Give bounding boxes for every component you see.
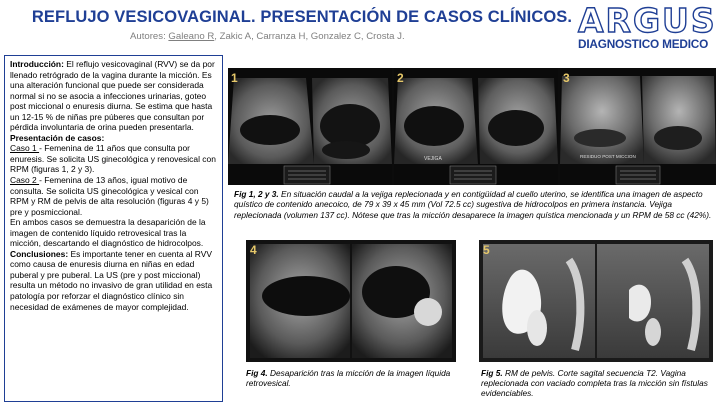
fig5-caption-text: RM de pelvis. Corte sagital secuencia T2. Vagina replecionada con vaciado completa tras la micción sin fístulas evidenciables. — [481, 368, 708, 399]
abstract-textbox — [4, 55, 223, 402]
figure-number-5: 5 — [483, 243, 490, 257]
first-author: Galeano R — [168, 31, 215, 42]
case1-label: Caso 1 — [10, 143, 40, 154]
fig5-caption-label: Fig 5. — [481, 368, 503, 378]
ultrasound-1-graphic — [228, 68, 392, 185]
fig4-caption-label: Fig 4. — [246, 368, 268, 378]
ultrasound-image-3 — [560, 68, 716, 185]
conclusions-text: Es importante tener en cuenta al RVV como causa de enuresis diurna en niñas en edad puberal y pre puberal. La US (pre y post miccional) resulta un método no invasivo de gran utilidad en esta patología por reforzar el diagnóstico clínico sin necesidad de exámenes de mayor complejidad. — [10, 248, 213, 312]
figure-number-3: 3 — [563, 71, 570, 85]
intro-label: Introducción: — [10, 59, 64, 69]
mri-5-graphic — [479, 240, 713, 362]
case2-text: - Femenina de 13 años, igual motivo de consulta. Se solicita US ginecológica y vesical con RPM y RM de pelvis de alta resolución (figuras 4 y 5) pre y posmiccional. — [10, 175, 209, 217]
logo-brand: ARGUS — [578, 1, 717, 40]
mri-image-5 — [479, 240, 713, 362]
cases-heading: Presentación de casos: — [10, 132, 105, 143]
findings-paragraph: En ambos casos se demuestra la desaparición de la imagen de contenido líquido retrovesical tras la micción, descartando el diagnóstico de hidrocolpos. — [10, 217, 206, 249]
figure-4-caption — [246, 368, 461, 388]
fig1-3-caption-label: Fig 1, 2 y 3. — [234, 189, 279, 199]
other-authors: , Zakic A, Carranza H, Gonzalez C, Crosta J. — [214, 31, 405, 42]
intro-text: El reflujo vesicovaginal (RVV) se da por llenado retrógrado de la vagina durante la micción. Es una alteración funcional que puede ser considerada normal si no se asocia a infecciones urinarias, goteo post miccional o enuresis diurna. Se estima que hasta un 12-15 % de niñas pre púberes que consultan por pérdida involuntaria de orina pueden presentarla. — [10, 59, 215, 133]
figure-number-4: 4 — [250, 243, 257, 257]
case2-paragraph — [10, 175, 217, 217]
vejiga-label: VEJIGA — [424, 156, 442, 162]
authors-label: Autores: — [130, 31, 169, 42]
figure-number-2: 2 — [397, 71, 404, 85]
conclusions-label: Conclusiones: — [10, 248, 69, 259]
figure-1-3-caption — [234, 189, 716, 220]
ultrasound-strip — [228, 68, 716, 185]
ultrasound-4-graphic — [246, 240, 456, 362]
ultrasound-3-graphic — [560, 68, 716, 185]
ultrasound-image-4 — [246, 240, 456, 362]
residuo-label: RESIDUO POST MICCION — [580, 154, 636, 159]
logo-subtitle: DIAGNOSTICO MEDICO — [578, 37, 709, 51]
figure-5-caption — [481, 368, 717, 399]
case2-label: Caso 2 — [10, 175, 40, 186]
case1-paragraph — [10, 143, 217, 175]
ultrasound-image-1 — [228, 68, 392, 185]
authors-line — [130, 31, 405, 42]
ultrasound-image-2 — [394, 68, 558, 185]
fig1-3-caption-text: En situación caudal a la vejiga replecionada y en contigüidad al cuello uterino, se identifica una imagen de aspecto quístico de contenido anecoico, de 79 x 39 x 45 mm (Vol 72.5 cc) sugestiva de hidrocolpos en primera instancia. Vejiga replecionada (volumen 137 cc). Nótese que tras la micción desaparece la imagen quística mencionada y un RPM de 58 cc (42%). — [234, 189, 712, 220]
page-title: REFLUJO VESICOVAGINAL. PRESENTACIÓN DE CASOS CLÍNICOS. — [31, 8, 573, 26]
argus-logo — [566, 3, 716, 55]
case1-text: - Femenina de 11 años que consulta por enuresis. Se solicita US ginecológica y renovesical con RPM (figuras 1, 2 y 3). — [10, 143, 216, 175]
conclusions-paragraph — [10, 249, 217, 312]
figure-number-1: 1 — [231, 71, 238, 85]
ultrasound-2-graphic — [394, 68, 558, 185]
fig4-caption-text: Desaparición tras la micción de la imagen líquida retrovesical. — [246, 368, 451, 389]
intro-paragraph — [10, 59, 217, 133]
